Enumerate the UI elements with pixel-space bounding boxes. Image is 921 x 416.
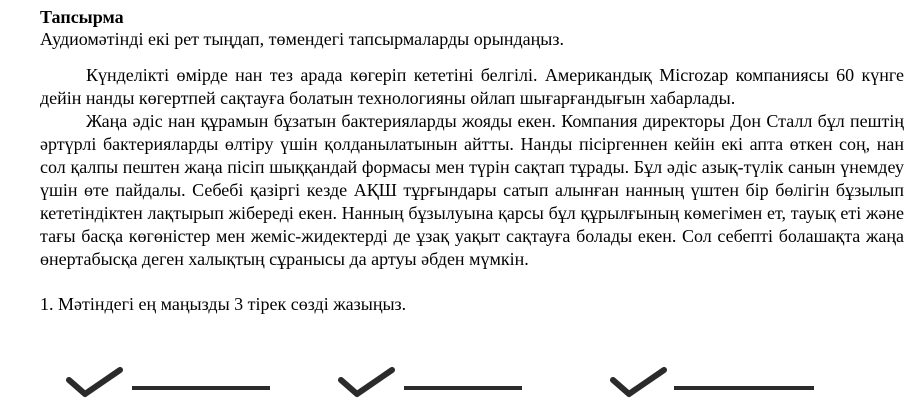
- checkmark-icon: [338, 366, 396, 400]
- answer-area: [66, 364, 866, 404]
- text-paragraph-2: Жаңа әдіс нан құрамын бұзатын бактерияларды жояды екен. Компания директоры Дон Сталл бұл пештің әртүрлі бактерияларды өлтіру үшін қолданылатынын айтты. Нанды пісіргеннен кейін екі апта өткен соң, нан сол қалпы пештен жаңа пісіп шыққандай формасы мен түрін сақтап тұрады. Бұл әдіс азық-түлік санын үнемдеу үшін өте пайдалы. Себебі қазіргі кезде АҚШ тұрғындары сатып алынған нанның үштен бір бөлігін бұзылып кететіндіктен лақтырып жібереді екен. Нанның бұзылуына қарсы бұл құрылғының көмегімен ет, тауық еті және тағы басқа көгөністер мен жеміс-жидектерді де ұзақ уақыт сақтауға болады екен. Сол себепті болашақта жаңа өнертабысқа деген халықтың сұранысы да артуы әбден мүмкін.: [40, 111, 904, 269]
- document: [40, 6, 904, 315]
- answer-line-2[interactable]: [404, 386, 522, 390]
- text-paragraph-1: Күнделікті өмірде нан тез арада көгеріп кететіні белгілі. Американдық Microzap компаниясы 60 күнге дейін нанды көгертпей сақтауға болатын технологияны ойлап шығарғандығын хабарлады.: [40, 65, 904, 108]
- task-heading: Тапсырма: [40, 7, 124, 27]
- checkmark-icon: [610, 366, 668, 400]
- answer-line-3[interactable]: [674, 386, 814, 390]
- task-instruction: Аудиомәтінді екі рет тыңдап, төмендегі тапсырмаларды орындаңыз.: [40, 29, 564, 49]
- question-1: 1. Мәтіндегі ең маңызды 3 тірек сөзді жазыңыз.: [40, 294, 407, 314]
- checkmark-icon: [66, 366, 124, 400]
- answer-line-1[interactable]: [132, 386, 270, 390]
